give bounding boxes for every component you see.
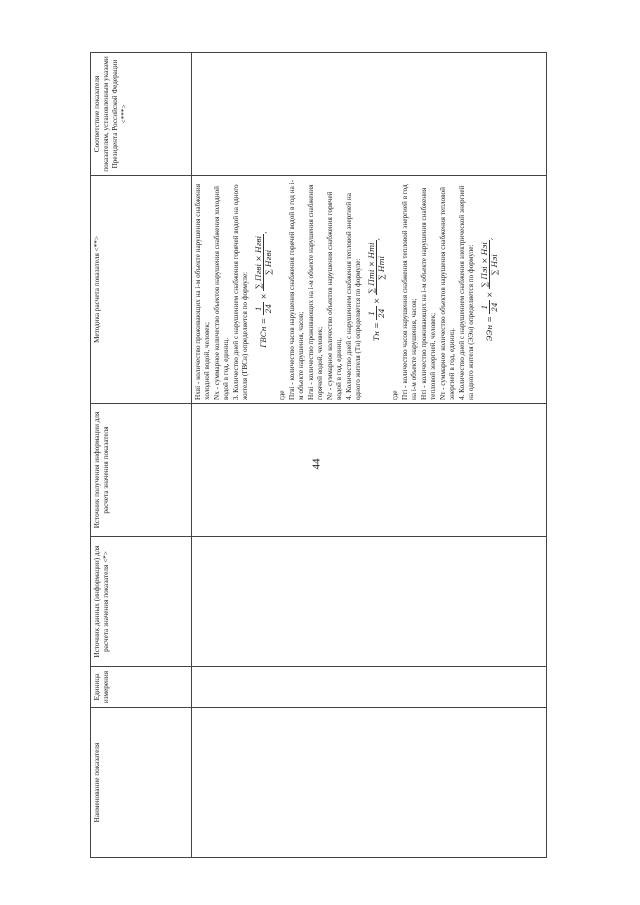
method-text: 4. Количество дней с нарушением снабжения электрической энергией на одного жителя (ЭЭн) определяется по формуле: bbox=[457, 185, 475, 400]
cell-source bbox=[192, 537, 547, 667]
fraction-numerator: 1 bbox=[254, 302, 264, 316]
header-name: Наименование показателя bbox=[91, 708, 192, 858]
header-info-source: Источник получения информации для расчета значения показателя bbox=[91, 404, 192, 537]
header-unit: Единица измерения bbox=[91, 667, 192, 708]
formula-fraction bbox=[254, 234, 274, 291]
method-text: Nх - суммарное количество объектов нарушения снабжения холодной водой в год, единиц. bbox=[213, 186, 230, 400]
method-text: Нгвi - количество проживающих на i-м объекте нарушения снабжения горячей водой, человек; bbox=[306, 184, 324, 400]
cell-unit bbox=[192, 667, 547, 708]
fraction-numerator: ∑ Пэi × Нэi bbox=[479, 242, 489, 288]
fraction-denominator: 24 bbox=[264, 303, 274, 314]
method-text: где bbox=[277, 390, 286, 400]
formula-hot-water: ГВСн = 1 24 × ∑ Пгвi × Нгвi ∑ Нгвi , bbox=[254, 231, 274, 348]
cell-info-source bbox=[192, 404, 547, 537]
method-text: Нхвi - количество проживающих на i-м объекте нарушения снабжения холодной водой, человек; bbox=[194, 183, 211, 400]
fraction-denominator: ∑ Нгвi bbox=[264, 249, 274, 275]
cell-method bbox=[192, 176, 547, 404]
header-source: Источник данных (информации) для расчета значения показателя <*> bbox=[91, 537, 192, 667]
header-correspondence: Соответствие показателя показателям, установленным указами Президента Российской Федерации <***> bbox=[91, 53, 192, 176]
formula-left: ГВСн = bbox=[258, 317, 268, 348]
fraction-denominator: 24 bbox=[489, 302, 499, 312]
formula-heat: Тн = 1 24 × ∑ Птi × Нтi ∑ Нтi , bbox=[366, 238, 387, 341]
method-text: Птi - количество часов нарушения снабжения тепловой энергией в год на i-м объекте нарушения, часов; bbox=[400, 184, 418, 400]
fraction-numerator: 1 bbox=[367, 306, 377, 320]
page-number: 44 bbox=[310, 458, 323, 470]
method-text: Nг - суммарное количество объектов нарушения снабжения горячей водой в год, единиц. bbox=[325, 191, 343, 400]
formula-fraction bbox=[367, 240, 387, 295]
method-text: где bbox=[390, 390, 399, 400]
formula-left: ЭЭн = bbox=[484, 316, 494, 342]
fraction-numerator: ∑ Пгвi × Нгвi bbox=[254, 235, 263, 289]
formula-coefficient bbox=[254, 302, 274, 316]
method-text: Нтi - количество проживающих на i-м объекте нарушения снабжения тепловой энергией, человек; bbox=[419, 187, 437, 400]
formula-electricity: ЭЭн = 1 24 × ∑ Пэi × Нэi ∑ Нэi , bbox=[479, 237, 499, 342]
header-method: Методика расчета показателя <**> bbox=[91, 176, 192, 404]
method-text: 3. Количество дней с нарушением снабжения горячей водой на одного жителя (ГВСн) определяется по формуле: bbox=[232, 184, 249, 400]
formula-coefficient bbox=[480, 300, 500, 314]
fraction-denominator: ∑ Нэi bbox=[489, 254, 499, 276]
table-header-row bbox=[91, 53, 192, 858]
method-text: Nт - суммарное количество объектов нарушения снабжения тепловой энергией в год, единиц. bbox=[438, 187, 456, 400]
rotated-table-wrapper bbox=[90, 53, 547, 858]
formula-fraction bbox=[480, 240, 500, 289]
formula-left: Тн = bbox=[371, 322, 381, 341]
fraction-denominator: 24 bbox=[377, 308, 387, 318]
method-text: Пгвi - количество часов нарушения снабжения горячей водой в год на i-м объекте нарушения, часов; bbox=[287, 180, 305, 400]
fraction-numerator: 1 bbox=[480, 300, 490, 314]
cell-name bbox=[192, 708, 547, 858]
table-row bbox=[192, 53, 547, 858]
formula-coefficient bbox=[367, 306, 387, 320]
fraction-denominator: ∑ Нтi bbox=[377, 256, 387, 280]
cell-correspondence bbox=[192, 53, 547, 176]
indicator-table bbox=[90, 52, 547, 858]
method-text: 4. Количество дней с нарушением снабжения тепловой энергией на одного жителя (Тн) определяется по формуле: bbox=[344, 193, 362, 400]
fraction-numerator: ∑ Птi × Нтi bbox=[366, 242, 376, 294]
